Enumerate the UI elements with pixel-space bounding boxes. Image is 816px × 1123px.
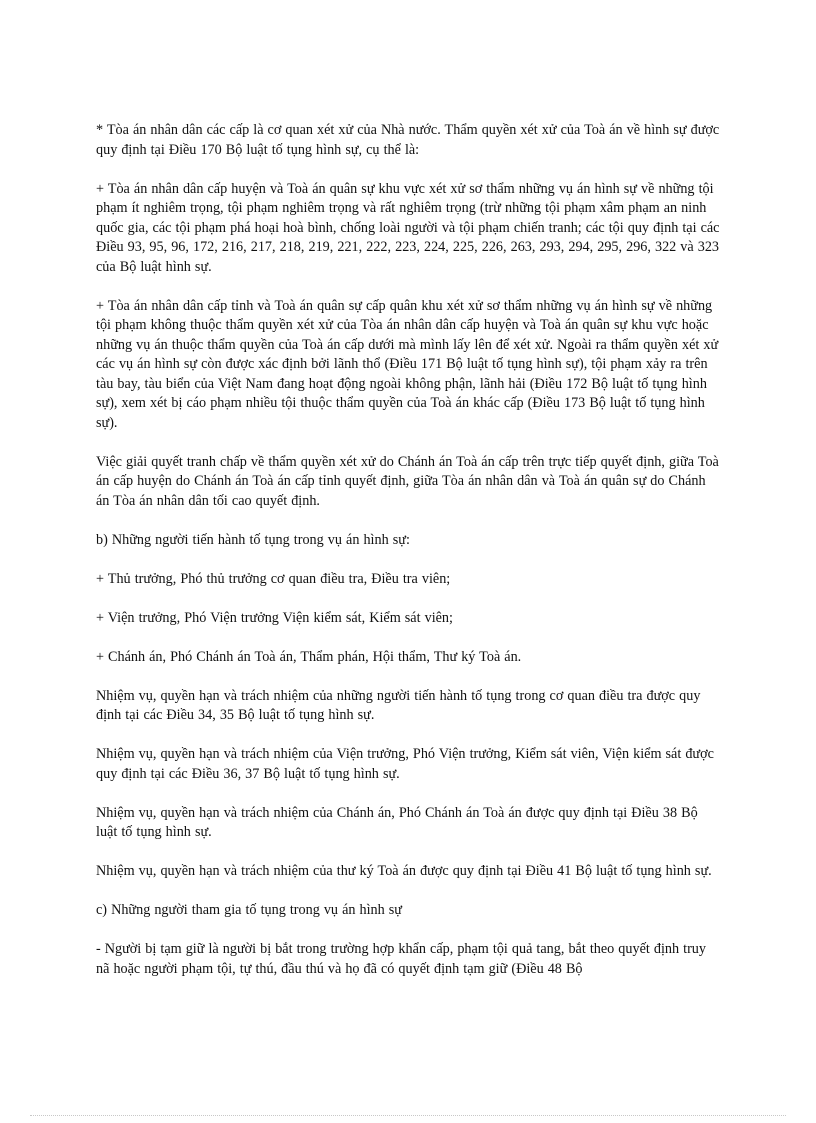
list-item-investigators: + Thủ trưởng, Phó thủ trưởng cơ quan điều tra, Điều tra viên;: [96, 570, 451, 587]
section-heading-b: b) Những người tiến hành tố tụng trong vụ án hình sự:: [96, 531, 410, 548]
paragraph-detained-person: - Người bị tạm giữ là người bị bắt trong trường hợp khẩn cấp, phạm tội quả tang, bắt theo quyết định truy nã hoặc người phạm tội, tự thú, đầu thú và họ đã có quyết định tạm giữ (Điều 48 Bộ: [96, 941, 706, 977]
paragraph-clerk-duties: Nhiệm vụ, quyền hạn và trách nhiệm của thư ký Toà án được quy định tại Điều 41 Bộ luật tố tụng hình sự.: [96, 863, 712, 879]
paragraph-investigator-duties: Nhiệm vụ, quyền hạn và trách nhiệm của những người tiến hành tố tụng trong cơ quan điều tra được quy định tại các Điều 34, 35 Bộ luật tố tụng hình sự.: [96, 687, 701, 723]
paragraph-district-court: + Tòa án nhân dân cấp huyện và Toà án quân sự khu vực xét xử sơ thẩm những vụ án hình sự về những tội phạm ít nghiêm trọng, tội phạm nghiêm trọng và rất nghiêm trọng (trừ những tội phạm xâm phạm an ninh quốc gia, các tội phạm phá hoại hoà bình, chống loài người và tội phạm chiến tranh; các tội quy định tại các Điều 93, 95, 96, 172, 216, 217, 218, 219, 221, 222, 223, 224, 225, 226, 263, 293, 294, 295, 296, 322 và 323 của Bộ luật hình sự.: [96, 180, 720, 275]
page-bottom-divider: [30, 1115, 786, 1116]
paragraph-court-jurisdiction-intro: * Tòa án nhân dân các cấp là cơ quan xét xử của Nhà nước. Thẩm quyền xét xử của Toà án về hình sự được quy định tại Điều 170 Bộ luật tố tụng hình sự, cụ thể là:: [96, 122, 720, 158]
paragraph-jurisdiction-disputes: Việc giải quyết tranh chấp về thẩm quyền xét xử do Chánh án Toà án cấp trên trực tiếp quyết định, giữa Toà án cấp huyện do Chánh án Toà án cấp tỉnh quyết định, giữa Tòa án nhân dân và Toà án quân sự do Chánh án Tòa án nhân dân tối cao quyết định.: [96, 453, 719, 509]
paragraph-chief-judge-duties: Nhiệm vụ, quyền hạn và trách nhiệm của Chánh án, Phó Chánh án Toà án được quy định tại Điều 38 Bộ luật tố tụng hình sự.: [96, 804, 698, 840]
paragraph-procurator-duties: Nhiệm vụ, quyền hạn và trách nhiệm của Viện trưởng, Phó Viện trưởng, Kiểm sát viên, Viện kiểm sát được quy định tại các Điều 36, 37 Bộ luật tố tụng hình sự.: [96, 746, 714, 782]
section-heading-c: c) Những người tham gia tố tụng trong vụ án hình sự: [96, 902, 402, 918]
list-item-procurators: + Viện trưởng, Phó Viện trưởng Viện kiểm sát, Kiểm sát viên;: [96, 609, 453, 626]
list-item-judges: + Chánh án, Phó Chánh án Toà án, Thẩm phán, Hội thẩm, Thư ký Toà án.: [96, 648, 522, 665]
paragraph-provincial-court: + Tòa án nhân dân cấp tỉnh và Toà án quân sự cấp quân khu xét xử sơ thẩm những vụ án hình sự về những tội phạm không thuộc thẩm quyền xét xử của Tòa án nhân dân cấp huyện và Toà án quân sự khu vực hoặc những vụ án thuộc thẩm quyền của Toà án cấp dưới mà mình lấy lên để xét xử. Ngoài ra thẩm quyền xét xử các vụ án hình sự còn được xác định bởi lãnh thổ (Điều 171 Bộ luật tố tụng hình sự), tội phạm xảy ra trên tàu bay, tàu biển của Việt Nam đang hoạt động ngoài không phận, lãnh hải (Điều 172 Bộ luật tố tụng hình sự), xem xét bị cáo phạm nhiều tội thuộc thẩm quyền của Toà án khác cấp (Điều 173 Bộ luật tố tụng hình sự).: [96, 297, 719, 431]
document-body: [96, 121, 722, 999]
